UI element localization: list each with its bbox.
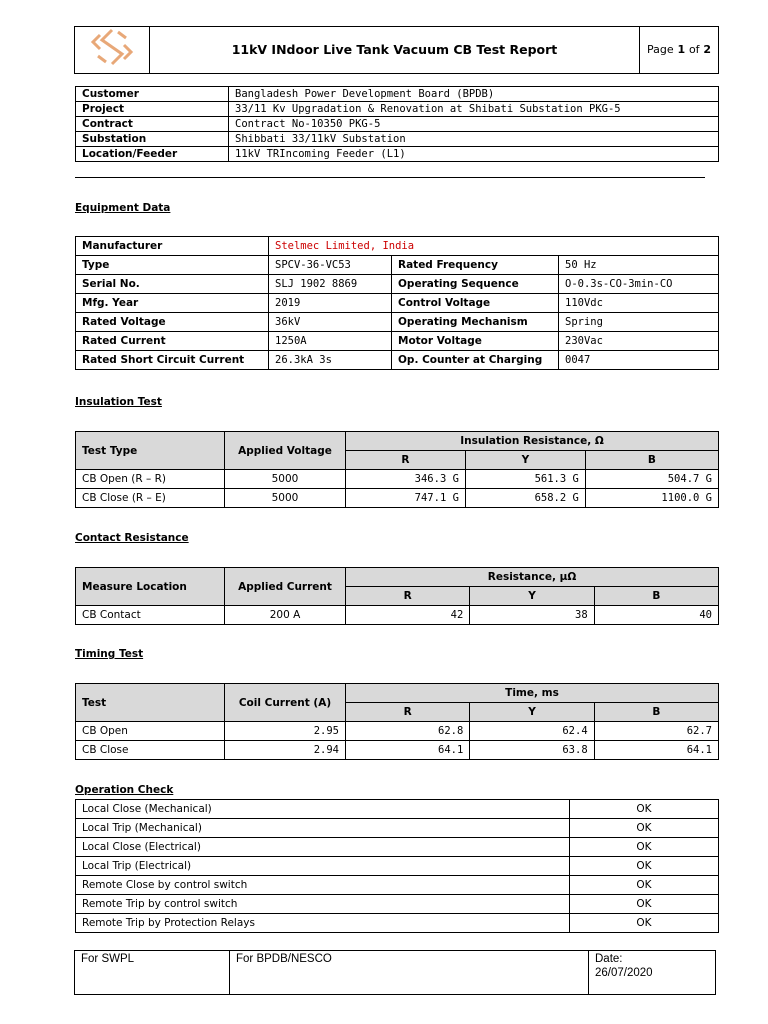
equipment-value: 0047 — [559, 351, 719, 370]
col-time: Time, ms — [346, 684, 719, 703]
table-row — [76, 470, 719, 489]
signature-table — [74, 950, 716, 995]
info-label: Contract — [76, 117, 229, 132]
applied-value: 5000 — [225, 470, 346, 489]
equipment-value: 110Vdc — [559, 294, 719, 313]
equipment-row — [76, 294, 719, 313]
phase-y-header: Y — [465, 451, 585, 470]
contact-table — [75, 567, 719, 625]
info-value: Bangladesh Power Development Board (BPDB) — [229, 87, 719, 102]
value-r: 42 — [346, 606, 470, 625]
info-row — [76, 102, 719, 117]
value-b: 40 — [594, 606, 718, 625]
date-cell — [589, 951, 716, 995]
equipment-value: SPCV-36-VC53 — [269, 256, 392, 275]
manufacturer-value: Stelmec Limited, India — [269, 237, 719, 256]
table-row — [76, 876, 719, 895]
info-label: Project — [76, 102, 229, 117]
equipment-row — [76, 237, 719, 256]
check-name: Remote Trip by Protection Relays — [76, 914, 570, 933]
value-y: 38 — [470, 606, 594, 625]
value-b: 64.1 — [594, 741, 718, 760]
phase-b-header: B — [594, 587, 718, 606]
equipment-label: Rated Frequency — [392, 256, 559, 275]
table-row — [76, 606, 719, 625]
info-row — [76, 132, 719, 147]
equipment-label: Rated Current — [76, 332, 269, 351]
applied-value: 2.94 — [225, 741, 346, 760]
check-name: Local Close (Mechanical) — [76, 800, 570, 819]
timing-heading: Timing Test — [75, 648, 144, 660]
info-row — [76, 87, 719, 102]
info-value: 11kV TRIncoming Feeder (L1) — [229, 147, 719, 162]
value-b: 504.7 G — [585, 470, 718, 489]
value-r: 62.8 — [346, 722, 470, 741]
test-name: CB Contact — [76, 606, 225, 625]
operation-heading: Operation Check — [75, 784, 174, 796]
equipment-label: Rated Voltage — [76, 313, 269, 332]
table-row — [76, 800, 719, 819]
phase-y-header: Y — [470, 703, 594, 722]
equipment-label: Operating Sequence — [392, 275, 559, 294]
col-test-type: Test Type — [76, 432, 225, 470]
equipment-label: Type — [76, 256, 269, 275]
page-of: of — [688, 43, 700, 56]
page-number: 1 — [677, 43, 686, 56]
check-result: OK — [570, 838, 719, 857]
table-row — [76, 914, 719, 933]
applied-value: 200 A — [225, 606, 346, 625]
col-applied-current: Applied Current — [225, 568, 346, 606]
equipment-label: Operating Mechanism — [392, 313, 559, 332]
insulation-heading: Insulation Test — [75, 396, 162, 408]
value-y: 63.8 — [470, 741, 594, 760]
col-resistance: Resistance, µΩ — [346, 568, 719, 587]
for-swpl: For SWPL — [75, 951, 230, 995]
equipment-row — [76, 351, 719, 370]
check-result: OK — [570, 876, 719, 895]
test-name: CB Close (R – E) — [76, 489, 225, 508]
test-name: CB Close — [76, 741, 225, 760]
equipment-row — [76, 275, 719, 294]
page-indicator — [640, 27, 719, 74]
equipment-value: 50 Hz — [559, 256, 719, 275]
table-row — [76, 819, 719, 838]
table-row — [76, 895, 719, 914]
operation-table — [75, 799, 719, 933]
phase-b-header: B — [594, 703, 718, 722]
equipment-label: Serial No. — [76, 275, 269, 294]
col-measure-location: Measure Location — [76, 568, 225, 606]
col-test: Test — [76, 684, 225, 722]
phase-r-header: R — [346, 703, 470, 722]
equipment-heading: Equipment Data — [75, 202, 171, 214]
date-label: Date: — [595, 953, 623, 965]
project-info-table — [75, 86, 719, 162]
phase-r-header: R — [346, 587, 470, 606]
value-b: 62.7 — [594, 722, 718, 741]
manufacturer-label: Manufacturer — [76, 237, 269, 256]
info-label: Customer — [76, 87, 229, 102]
value-b: 1100.0 G — [585, 489, 718, 508]
value-y: 658.2 G — [465, 489, 585, 508]
insulation-table — [75, 431, 719, 508]
table-row — [76, 838, 719, 857]
equipment-label: Motor Voltage — [392, 332, 559, 351]
equipment-label: Op. Counter at Charging — [392, 351, 559, 370]
check-result: OK — [570, 819, 719, 838]
check-name: Remote Close by control switch — [76, 876, 570, 895]
equipment-value: Spring — [559, 313, 719, 332]
col-coil-current: Coil Current (A) — [225, 684, 346, 722]
equipment-label: Mfg. Year — [76, 294, 269, 313]
check-name: Local Trip (Mechanical) — [76, 819, 570, 838]
info-value: 33/11 Kv Upgradation & Renovation at Shibati Substation PKG-5 — [229, 102, 719, 117]
info-row — [76, 147, 719, 162]
table-row — [76, 489, 719, 508]
report-title: 11kV INdoor Live Tank Vacuum CB Test Report — [150, 27, 640, 74]
info-label: Substation — [76, 132, 229, 147]
logo-cell — [75, 27, 150, 74]
value-r: 346.3 G — [346, 470, 466, 489]
equipment-value: 2019 — [269, 294, 392, 313]
equipment-label: Control Voltage — [392, 294, 559, 313]
check-result: OK — [570, 895, 719, 914]
check-name: Local Trip (Electrical) — [76, 857, 570, 876]
phase-b-header: B — [585, 451, 718, 470]
info-value: Contract No-10350 PKG-5 — [229, 117, 719, 132]
check-result: OK — [570, 914, 719, 933]
page-total: 2 — [703, 43, 712, 56]
phase-r-header: R — [346, 451, 466, 470]
info-row — [76, 117, 719, 132]
value-y: 561.3 G — [465, 470, 585, 489]
separator-line — [75, 177, 705, 178]
equipment-row — [76, 332, 719, 351]
phase-y-header: Y — [470, 587, 594, 606]
info-label: Location/Feeder — [76, 147, 229, 162]
check-result: OK — [570, 857, 719, 876]
info-value: Shibbati 33/11kV Substation — [229, 132, 719, 147]
equipment-value: SLJ 1902 8869 — [269, 275, 392, 294]
col-insulation-resistance: Insulation Resistance, Ω — [346, 432, 719, 451]
equipment-label: Rated Short Circuit Current — [76, 351, 269, 370]
value-y: 62.4 — [470, 722, 594, 741]
logo-icon — [88, 27, 136, 67]
equipment-value: O-0.3s-CO-3min-CO — [559, 275, 719, 294]
test-name: CB Open — [76, 722, 225, 741]
value-r: 747.1 G — [346, 489, 466, 508]
equipment-row — [76, 256, 719, 275]
equipment-value: 1250A — [269, 332, 392, 351]
table-row — [76, 741, 719, 760]
check-result: OK — [570, 800, 719, 819]
page-prefix: Page — [646, 43, 674, 56]
equipment-value: 36kV — [269, 313, 392, 332]
check-name: Remote Trip by control switch — [76, 895, 570, 914]
col-applied-voltage: Applied Voltage — [225, 432, 346, 470]
applied-value: 5000 — [225, 489, 346, 508]
timing-table — [75, 683, 719, 760]
test-name: CB Open (R – R) — [76, 470, 225, 489]
header-table — [74, 26, 719, 74]
date-value: 26/07/2020 — [595, 967, 653, 979]
equipment-row — [76, 313, 719, 332]
equipment-table — [75, 236, 719, 370]
equipment-value: 230Vac — [559, 332, 719, 351]
table-row — [76, 857, 719, 876]
table-row — [76, 722, 719, 741]
applied-value: 2.95 — [225, 722, 346, 741]
check-name: Local Close (Electrical) — [76, 838, 570, 857]
for-bpdb: For BPDB/NESCO — [230, 951, 589, 995]
contact-heading: Contact Resistance — [75, 532, 189, 544]
equipment-value: 26.3kA 3s — [269, 351, 392, 370]
value-r: 64.1 — [346, 741, 470, 760]
